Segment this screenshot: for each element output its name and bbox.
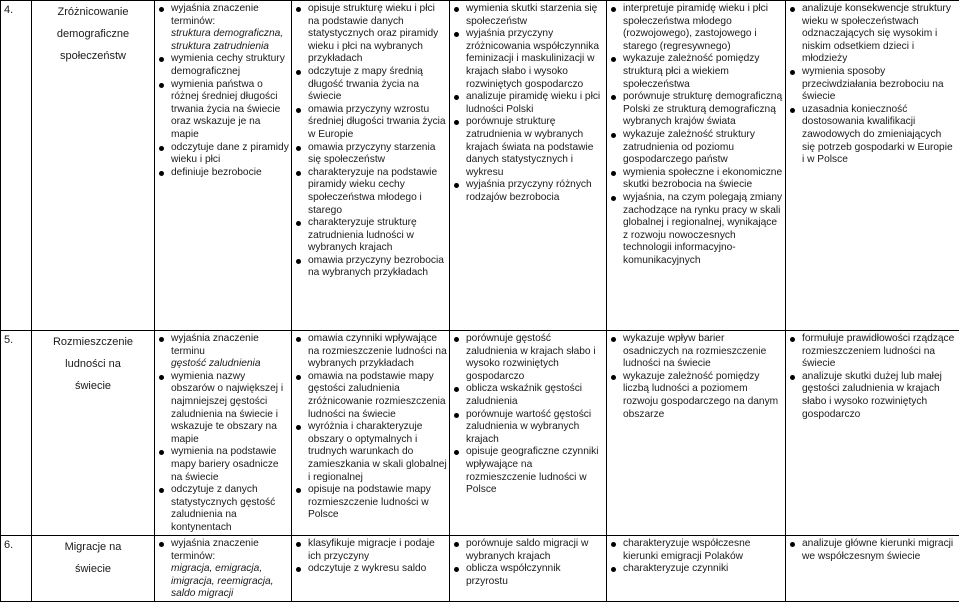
- requirement-text: analizuje konsekwencje struktury wieku w społeczeństwach odznaczających się wysokim i niskim odsetkiem dzieci i młodzieży: [802, 3, 951, 64]
- requirement-text: wykazuje wpływ barier osadniczych na rozmieszczenie ludności na świecie: [623, 333, 766, 369]
- topic-cell: [32, 536, 155, 602]
- requirements-col-3: [450, 1, 607, 331]
- requirement-item: [466, 179, 604, 204]
- requirement-item: [308, 3, 447, 66]
- requirement-item: [466, 383, 604, 408]
- requirement-item: [308, 104, 447, 142]
- requirements-col-1: [155, 331, 292, 536]
- requirement-text: porównuje strukturę zatrudnienia w wybranych krajach świata na podstawie danych statystycznych i wykresu: [466, 116, 593, 177]
- requirement-item: [623, 167, 783, 192]
- row-number: 4.: [1, 1, 32, 331]
- requirement-item: [308, 255, 447, 280]
- requirement-item: [623, 371, 783, 421]
- requirement-text: wykazuje zależność struktury zatrudnienia od poziomu gospodarczego państw: [623, 129, 755, 165]
- requirement-item: [308, 66, 447, 104]
- requirement-item: [466, 28, 604, 91]
- requirement-text: porównuje wartość gęstości zaludnienia w wybranych krajach: [466, 409, 591, 445]
- requirement-text: wyjaśnia znaczenie terminów:: [171, 538, 259, 562]
- requirement-text: oblicza wskaźnik gęstości zaludnienia: [466, 383, 582, 407]
- requirement-text: interpretuje piramidę wieku i płci społeczeństwa młodego (rozwojowego), zastojowego i starego (regresywnego): [623, 3, 768, 52]
- requirement-item: [623, 563, 783, 576]
- requirement-item: [623, 538, 783, 563]
- requirement-item: [466, 3, 604, 28]
- requirement-text: wyjaśnia, na czym polegają zmiany zachodzące na rynku pracy w skali globalnej i regionalnej, wynikające z rozwoju nowoczesnych technologii informacyjno-komunikacyjnych: [623, 192, 782, 266]
- requirement-text: charakteryzuje strukturę zatrudnienia ludności w wybranych krajach: [308, 217, 417, 253]
- requirement-text: opisuje geograficzne czynniki wpływające na rozmieszczenie ludności w Polsce: [466, 446, 599, 495]
- requirement-text: struktura demograficzna, struktura zatrudnienia: [171, 28, 283, 52]
- requirement-text: analizuje piramidę wieku i płci ludności Polski: [466, 91, 600, 115]
- requirement-item: [171, 3, 289, 53]
- requirement-text: odczytuje dane z piramidy wieku i płci: [171, 142, 289, 166]
- requirements-col-3: [450, 331, 607, 536]
- requirement-item: [623, 3, 783, 53]
- requirement-item: [802, 538, 957, 563]
- requirement-text: wyjaśnia przyczyny różnych rodzajów bezrobocia: [466, 179, 592, 203]
- topic-line: świecie: [32, 375, 154, 397]
- requirement-text: oblicza współczynnik przyrostu: [466, 563, 561, 587]
- requirement-text: formułuje prawidłowości rządzące rozmieszczeniem ludności na świecie: [802, 333, 954, 369]
- requirements-col-2: [292, 536, 450, 602]
- requirement-item: [802, 333, 957, 371]
- requirements-col-4: [607, 536, 786, 602]
- requirements-col-1: [155, 536, 292, 602]
- requirement-item: [308, 484, 447, 522]
- requirement-text: wymienia społeczne i ekonomiczne skutki bezrobocia na świecie: [623, 167, 782, 191]
- requirement-text: charakteryzuje czynniki: [623, 563, 728, 574]
- requirements-col-4: [607, 331, 786, 536]
- requirements-col-2: [292, 1, 450, 331]
- row-number: 6.: [1, 536, 32, 602]
- table-row-6: [1, 536, 959, 602]
- requirement-item: [171, 333, 289, 371]
- requirement-text: omawia na podstawie mapy gęstości zaludnienia zróżnicowanie rozmieszczenia ludności na świecie: [308, 371, 446, 420]
- requirement-item: [308, 538, 447, 563]
- requirement-text: omawia przyczyny wzrostu średniej długości trwania życia w Europie: [308, 104, 446, 140]
- topic-line: społeczeństw: [32, 45, 154, 67]
- requirement-text: opisuje na podstawie mapy rozmieszczenie ludności w Polsce: [308, 484, 431, 520]
- requirement-text: omawia przyczyny bezrobocia na wybranych przykładach: [308, 255, 444, 279]
- requirement-text: opisuje strukturę wieku i płci na podstawie danych statystycznych oraz piramidy wieku i płci na wybranych przykładach: [308, 3, 438, 64]
- requirement-text: wymienia nazwy obszarów o największej i najmniejszej gęstości zaludnienia na świecie i wskazuje te obszary na mapie: [171, 371, 283, 445]
- table-row-4: [1, 1, 959, 331]
- topic-line: Zróżnicowanie: [32, 1, 154, 23]
- requirement-text: odczytuje z wykresu saldo: [308, 563, 426, 574]
- requirement-item: [466, 409, 604, 447]
- requirement-item: [171, 142, 289, 167]
- requirement-text: charakteryzuje współczesne kierunki emigracji Polaków: [623, 538, 750, 562]
- requirement-text: wyróżnia i charakteryzuje obszary o optymalnych i trudnych warunkach do zamieszkania w skali globalnej i regionalnej: [308, 421, 447, 482]
- requirement-text: omawia czynniki wpływające na rozmieszczenie ludności na wybranych przykładach: [308, 333, 447, 369]
- requirement-item: [171, 79, 289, 142]
- requirement-text: wyjaśnia znaczenie terminów:: [171, 3, 259, 27]
- requirement-item: [623, 53, 783, 91]
- requirements-col-1: [155, 1, 292, 331]
- requirement-item: [308, 217, 447, 255]
- requirement-text: analizuje główne kierunki migracji we współczesnym świecie: [802, 538, 953, 562]
- requirement-item: [623, 129, 783, 167]
- requirement-item: [802, 371, 957, 421]
- requirements-col-2: [292, 331, 450, 536]
- requirement-item: [171, 446, 289, 484]
- topic-line: ludności na: [32, 353, 154, 375]
- requirement-text: porównuje gęstość zaludnienia w krajach słabo i wysoko rozwiniętych gospodarczo: [466, 333, 596, 382]
- requirement-item: [171, 167, 289, 180]
- requirement-item: [308, 563, 447, 576]
- requirement-text: wymienia cechy struktury demograficznej: [171, 53, 285, 77]
- requirement-item: [171, 371, 289, 447]
- requirement-item: [466, 563, 604, 588]
- requirement-text: charakteryzuje na podstawie piramidy wieku cechy społeczeństwa młodego i starego: [308, 167, 437, 216]
- requirement-item: [623, 333, 783, 371]
- requirement-text: wykazuje zależność pomiędzy liczbą ludności a poziomem rozwoju gospodarczego na danym obszarze: [623, 371, 778, 420]
- requirement-item: [623, 192, 783, 268]
- topic-line: świecie: [32, 558, 154, 580]
- requirement-item: [466, 333, 604, 383]
- requirement-item: [466, 446, 604, 496]
- requirements-col-3: [450, 536, 607, 602]
- requirement-item: [308, 142, 447, 167]
- requirement-item: [308, 167, 447, 217]
- requirement-text: definiuje bezrobocie: [171, 167, 262, 178]
- requirement-text: wymienia skutki starzenia się społeczeństw: [466, 3, 597, 27]
- requirement-item: [802, 3, 957, 66]
- requirement-item: [466, 91, 604, 116]
- topic-cell: [32, 331, 155, 536]
- requirement-text: wyjaśnia przyczyny zróżnicowania współczynnika feminizacji i maskulinizacji w krajach słabo i wysoko rozwiniętych gospodarczo: [466, 28, 599, 89]
- requirement-item: [171, 538, 289, 601]
- requirement-item: [802, 66, 957, 104]
- requirement-text: analizuje skutki dużej lub małej gęstości zaludnienia w krajach słabo i wysoko rozwiniętych gospodarczo: [802, 371, 942, 420]
- requirement-text: omawia przyczyny starzenia się społeczeństw: [308, 142, 435, 166]
- requirement-item: [171, 484, 289, 534]
- requirement-item: [308, 371, 447, 421]
- requirement-text: wymienia na podstawie mapy bariery osadnicze na świecie: [171, 446, 279, 482]
- requirement-text: odczytuje z mapy średnią długość trwania życia na świecie: [308, 66, 423, 102]
- topic-line: Migracje na: [32, 536, 154, 558]
- requirements-col-5: [786, 331, 959, 536]
- requirement-item: [466, 116, 604, 179]
- requirements-col-5: [786, 1, 959, 331]
- requirement-text: wymienia państwa o różnej średniej długości trwania życia na świecie oraz wskazuje je na mapie: [171, 79, 280, 140]
- requirements-col-4: [607, 1, 786, 331]
- requirement-text: migracja, emigracja, imigracja, reemigracja, saldo migracji: [171, 563, 273, 599]
- requirements-col-5: [786, 536, 959, 602]
- requirement-text: wykazuje zależność pomiędzy strukturą płci a wiekiem społeczeństwa: [623, 53, 759, 89]
- requirement-text: gęstość zaludnienia: [171, 358, 260, 369]
- requirement-text: klasyfikuje migracje i podaje ich przyczyny: [308, 538, 435, 562]
- row-number: 5.: [1, 331, 32, 536]
- requirement-text: porównuje saldo migracji w wybranych krajach: [466, 538, 588, 562]
- requirement-text: wymienia sposoby przeciwdziałania bezrobociu na świecie: [802, 66, 944, 102]
- requirement-text: uzasadnia konieczność dostosowania kwalifikacji zawodowych do zmieniających się potrzeb gospodarki w Europie i w Polsce: [802, 104, 953, 165]
- table-row-5: [1, 331, 959, 536]
- requirement-item: [802, 104, 957, 167]
- requirement-item: [466, 538, 604, 563]
- requirement-item: [623, 91, 783, 129]
- requirement-item: [308, 333, 447, 371]
- topic-line: Rozmieszczenie: [32, 331, 154, 353]
- topic-cell: [32, 1, 155, 331]
- topic-line: demograficzne: [32, 23, 154, 45]
- requirement-item: [308, 421, 447, 484]
- requirement-item: [171, 53, 289, 78]
- requirement-text: porównuje strukturę demograficzną Polski ze strukturą demograficzną wybranych krajów świata: [623, 91, 782, 127]
- requirement-text: wyjaśnia znaczenie terminu: [171, 333, 259, 357]
- requirement-text: odczytuje z danych statystycznych gęstość zaludnienia na kontynentach: [171, 484, 275, 533]
